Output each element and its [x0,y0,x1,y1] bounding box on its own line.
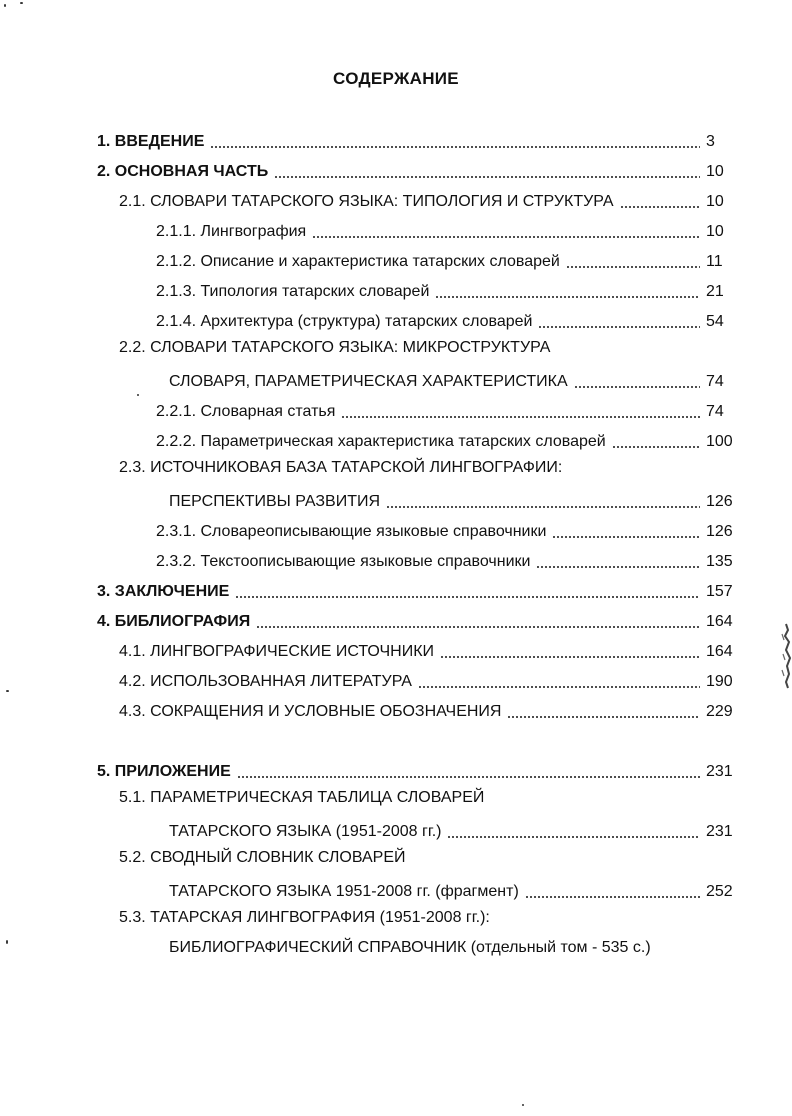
toc-entry-page: 126 [706,523,733,540]
toc-entry-introduction[interactable] [97,128,742,152]
scan-speck [6,690,9,692]
toc-entry-title: 4. БИБЛИОГРАФИЯ [97,613,251,630]
dot-leader [507,716,700,718]
toc-entry-page: 252 [706,883,733,900]
scan-speck [522,1104,524,1106]
toc-entry-page: 164 [706,643,733,660]
toc-entry-page: 157 [706,583,733,600]
scan-speck [20,2,23,4]
toc-entry-bibliography[interactable] [97,608,742,632]
dot-leader [566,266,700,268]
dot-leader [538,326,700,328]
toc-entry-title: 2.1.3. Типология татарских словарей [156,283,430,300]
toc-entry-title: 2.1.1. Лингвография [156,223,307,240]
dot-leader [536,566,700,568]
dot-leader [440,656,700,658]
dot-leader [447,836,700,838]
toc-entry-page: 190 [706,673,733,690]
toc-entry-page: 100 [706,433,733,450]
toc-entry-2-3-2[interactable] [156,548,742,572]
toc-entry-page: 74 [706,373,724,390]
dot-leader [574,386,700,388]
scan-edge-mark [774,620,792,690]
toc-entry-page: 231 [706,763,733,780]
page-title: СОДЕРЖАНИЕ [333,69,459,88]
toc-entry-2-1-1[interactable] [156,218,742,242]
dot-leader [435,296,700,298]
toc-entry-title: 3. ЗАКЛЮЧЕНИЕ [97,583,230,600]
toc-entry-title: 5.3. ТАТАРСКАЯ ЛИНГВОГРАФИЯ (1951-2008 гг.): [119,909,490,926]
toc-entry-2-3-line2[interactable] [169,488,742,512]
toc-entry-page: 3 [706,133,715,150]
toc-entry-title: 2.3. ИСТОЧНИКОВАЯ БАЗА ТАТАРСКОЙ ЛИНГВОГРАФИИ: [119,459,563,476]
toc-entry-2-3-line1[interactable] [119,458,742,482]
toc-entry-title: ПЕРСПЕКТИВЫ РАЗВИТИЯ [169,493,381,510]
toc-entry-5-2-line1[interactable] [119,848,742,872]
dot-leader [612,446,700,448]
toc-entry-title: 2.2.2. Параметрическая характеристика татарских словарей [156,433,606,450]
toc-entry-page: 10 [706,223,724,240]
toc-entry-page: 10 [706,193,724,210]
toc-entry-title: БИБЛИОГРАФИЧЕСКИЙ СПРАВОЧНИК (отдельный том - 535 с.) [169,939,651,956]
dot-leader [256,626,700,628]
toc-entry-title: 4.3. СОКРАЩЕНИЯ И УСЛОВНЫЕ ОБОЗНАЧЕНИЯ [119,703,502,720]
toc-entry-2-1[interactable] [119,188,742,212]
toc-entry-title: 2.1.2. Описание и характеристика татарских словарей [156,253,560,270]
toc-entry-2-2-line1[interactable] [119,338,742,362]
toc-entry-2-1-4[interactable] [156,308,742,332]
toc-entry-page: 164 [706,613,733,630]
toc-entry-page: 10 [706,163,724,180]
toc-entry-title: ТАТАРСКОГО ЯЗЫКА 1951-2008 гг. (фрагмент) [169,883,519,900]
toc-entry-2-1-3[interactable] [156,278,742,302]
toc-entry-title: 5. ПРИЛОЖЕНИЕ [97,763,231,780]
toc-entry-appendix[interactable] [97,758,742,782]
toc-entry-4-2[interactable] [119,668,742,692]
dot-leader [312,236,700,238]
toc-entry-page: 126 [706,493,733,510]
toc-entry-title: 2.3.2. Текстоописывающие языковые справочники [156,553,531,570]
toc-entry-title: 2.1. СЛОВАРИ ТАТАРСКОГО ЯЗЫКА: ТИПОЛОГИЯ И СТРУКТУРА [119,193,614,210]
toc-entry-conclusion[interactable] [97,578,742,602]
toc-entry-5-3-line2[interactable] [169,938,742,962]
toc-entry-title: 2.3.1. Словареописывающие языковые справочники [156,523,547,540]
toc-entry-title: ТАТАРСКОГО ЯЗЫКА (1951-2008 гг.) [169,823,442,840]
dot-leader [237,776,700,778]
scan-speck [137,394,139,396]
dot-leader [552,536,700,538]
dot-leader [341,416,700,418]
toc-entry-title: 2.2.1. Словарная статья [156,403,336,420]
toc-entry-title: 2.2. СЛОВАРИ ТАТАРСКОГО ЯЗЫКА: МИКРОСТРУКТУРА [119,339,551,356]
dot-leader [418,686,700,688]
toc-entry-2-2-1[interactable] [156,398,742,422]
toc-entry-2-3-1[interactable] [156,518,742,542]
toc-entry-5-2-line2[interactable] [169,878,742,902]
toc-entry-main-part[interactable] [97,158,742,182]
toc-entry-5-3-line1[interactable] [119,908,742,932]
dot-leader [620,206,700,208]
toc-entry-page: 229 [706,703,733,720]
toc-entry-title: 2.1.4. Архитектура (структура) татарских словарей [156,313,533,330]
toc-entry-title: СЛОВАРЯ, ПАРАМЕТРИЧЕСКАЯ ХАРАКТЕРИСТИКА [169,373,568,390]
scan-speck [6,940,8,944]
dot-leader [210,146,700,148]
scan-speck [4,4,6,7]
toc-entry-2-1-2[interactable] [156,248,742,272]
toc-entry-2-2-line2[interactable] [169,368,742,392]
dot-leader [274,176,700,178]
toc-entry-page: 135 [706,553,733,570]
toc-entry-title: 5.1. ПАРАМЕТРИЧЕСКАЯ ТАБЛИЦА СЛОВАРЕЙ [119,789,485,806]
toc-entry-title: 1. ВВЕДЕНИЕ [97,133,205,150]
dot-leader [525,896,700,898]
toc-entry-page: 74 [706,403,724,420]
toc-entry-title: 2. ОСНОВНАЯ ЧАСТЬ [97,163,269,180]
dot-leader [386,506,700,508]
toc-entry-title: 5.2. СВОДНЫЙ СЛОВНИК СЛОВАРЕЙ [119,849,406,866]
toc-entry-title: 4.1. ЛИНГВОГРАФИЧЕСКИЕ ИСТОЧНИКИ [119,643,435,660]
toc-entry-page: 54 [706,313,724,330]
toc-entry-2-2-2[interactable] [156,428,742,452]
toc-entry-5-1-line1[interactable] [119,788,742,812]
toc-entry-page: 21 [706,283,724,300]
dot-leader [235,596,700,598]
toc-entry-5-1-line2[interactable] [169,818,742,842]
toc-entry-page: 231 [706,823,733,840]
toc-entry-4-1[interactable] [119,638,742,662]
toc-entry-title: 4.2. ИСПОЛЬЗОВАННАЯ ЛИТЕРАТУРА [119,673,412,690]
toc-entry-page: 11 [706,253,723,270]
toc-entry-4-3[interactable] [119,698,742,722]
